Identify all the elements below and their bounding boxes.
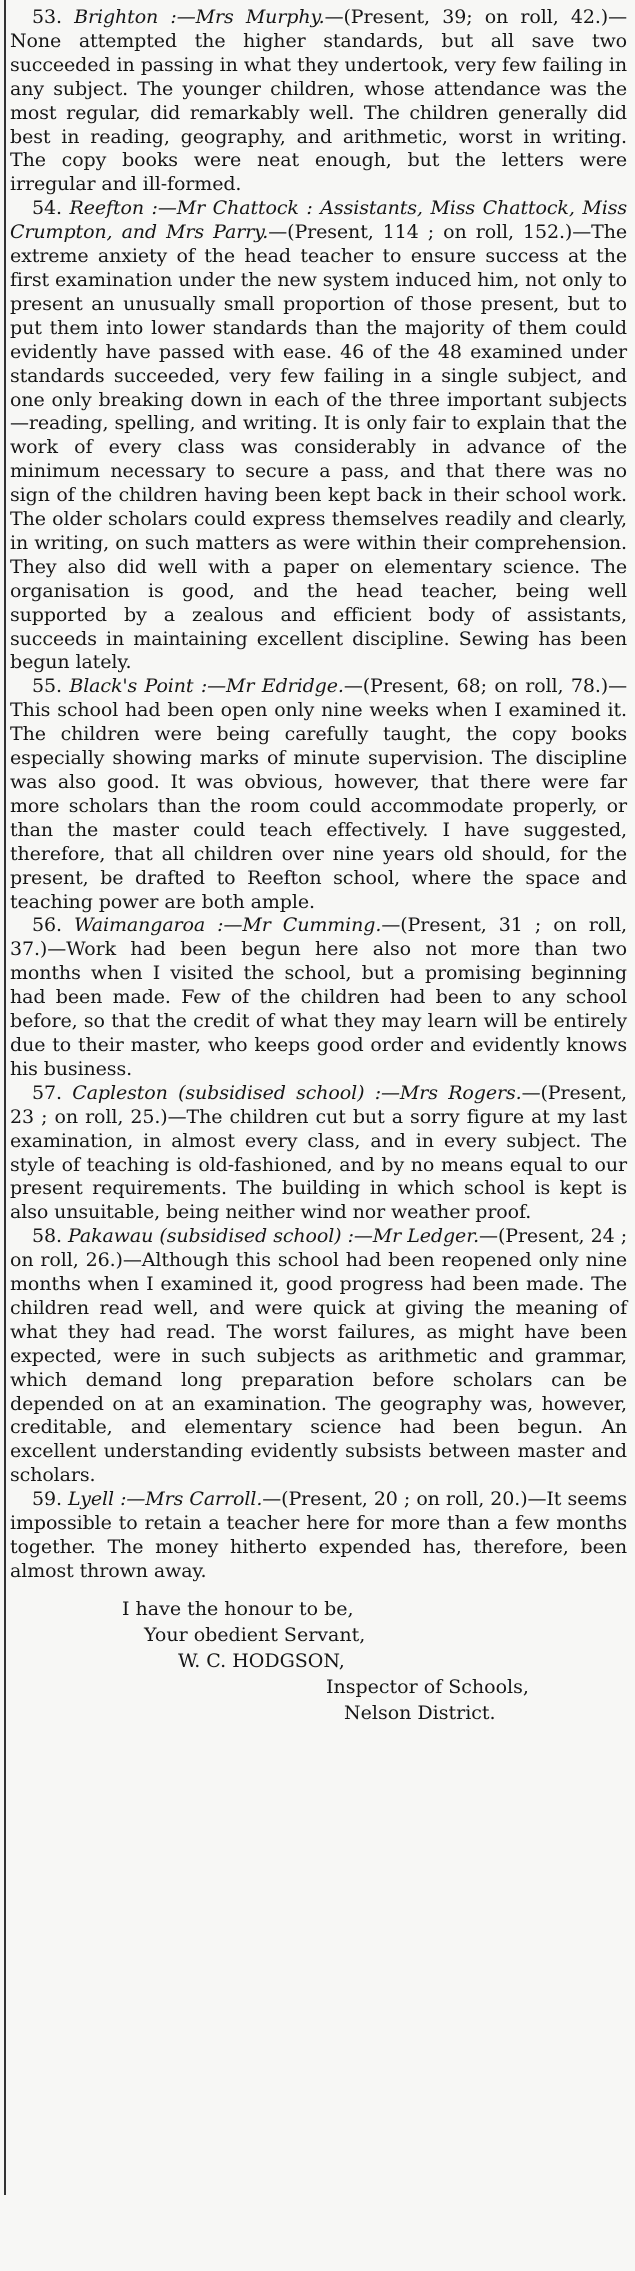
entry-57 [10,1082,627,1225]
entry-body: —(Present, 39; on roll, 42.)—None attempted the higher standards, but all save two succeeded in passing in what they undertook, very few failing in any subject. The younger children, whose attendance was the most regular, did remarkably well. The children generally did best in reading, geography, and arithmetic, worst in writing. The copy books were neat enough, but the letters were irregular and ill-formed. [10,6,627,196]
entry-heading: Pakawau (subsidised school) :—Mr Ledger. [68,1225,480,1248]
column-rule [4,0,6,2195]
entry-number: 53. [32,6,62,28]
entry-body: —(Present, 23 ; on roll, 25.)—The children cut but a sorry figure at my last examination, in almost every class, and in every subject. The style of teaching is old-fashioned, and by no means equal to our present requirements. The building in which school is kept is also unsuitable, being neither wind nor weather proof. [10,1081,627,1224]
entry-number: 56. [32,914,62,937]
signature-block [10,1596,627,1726]
entry-58 [10,1225,627,1488]
entry-number: 59. [32,1488,62,1511]
entry-body: —(Present, 20 ; on roll, 20.)—It seems impossible to retain a teacher here for more than a few months together. The money hitherto expended has, therefore, been almost thrown away. [10,1488,627,1582]
entry-55 [10,675,627,914]
entry-heading: Lyell :—Mrs Carroll. [68,1488,263,1511]
entry-56 [10,914,627,1081]
signatory-district: Nelson District. [344,1701,496,1724]
entry-heading: Brighton :—Mrs Murphy. [74,6,325,28]
entry-54 [10,197,627,675]
entry-number: 55. [32,675,62,698]
entry-53 [10,6,627,197]
entry-body: —(Present, 31 ; on roll, 37.)—Work had been begun here also not more than two months when I visited the school, but a promising beginning had been made. Few of the children had been to any school before, so that the credit of what they may learn will be entirely due to their master, who keeps good order and evidently knows his business. [10,914,627,1080]
entry-heading: Reefton :—Mr Chattock : Assistants, Miss Chattock, Miss Crumpton, and Mrs Parry. [10,197,627,244]
entry-body: —(Present, 68; on roll, 78.)—This school had been open only nine weeks when I examined it. The children were being carefully taught, the copy books especially showing marks of minute supervision. The discipline was also good. It was obvious, however, that there were far more scholars than the room could accommodate properly, or than the master could teach effectively. I have suggested, therefore, that all children over nine years old should, for the present, be drafted to Reefton school, where the space and teaching power are both ample. [10,675,627,913]
entry-heading: Black's Point :—Mr Edridge. [69,675,344,698]
entry-number: 57. [32,1081,62,1104]
signatory-title: Inspector of Schools, [326,1675,529,1698]
entry-heading: Waimangaroa :—Mr Cumming. [74,914,382,937]
entry-heading: Capleston (subsidised school) :—Mrs Rogers. [72,1081,522,1104]
closing-line: I have the honour to be, [122,1597,354,1620]
entry-body: —(Present, 114 ; on roll, 152.)—The extreme anxiety of the head teacher to ensure success at the first examination under the new system induced him, not only to present an unusually small proportion of those present, but to put them into lower standards than the majority of them could evidently have passed with ease. 46 of the 48 examined under standards succeeded, very few failing in a single subject, and one only breaking down in each of the three important subjects—reading, spelling, and writing. It is only fair to explain that the work of every class was considerably in advance of the minimum necessary to secure a pass, and that there was no sign of the children having been kept back in their school work. The older scholars could express themselves readily and clearly, in writing, on such matters as were within their comprehension. They also did well with a paper on elementary science. The organisation is good, and the head teacher, being well supported by a zealous and efficient body of assistants, succeeds in maintaining excellent discipline. Sewing has been begun lately. [10,221,628,674]
entry-body: —(Present, 24 ; on roll, 26.)—Although this school had been reopened only nine months when I examined it, good progress had been made. The children read well, and were quick at giving the meaning of what they had read. The worst failures, as might have been expected, were in such subjects as arithmetic and grammar, which demand long preparation before scholars can be depended on at an examination. The geography was, however, creditable, and elementary science had been begun. An excellent understanding evidently subsists between master and scholars. [10,1225,627,1487]
entry-number: 54. [32,197,62,220]
closing-salutation: Your obedient Servant, [144,1623,366,1646]
signatory-name: W. C. HODGSON, [178,1649,345,1672]
entry-number: 58. [32,1225,62,1248]
entry-59 [10,1488,627,1584]
report-text [10,6,627,1726]
